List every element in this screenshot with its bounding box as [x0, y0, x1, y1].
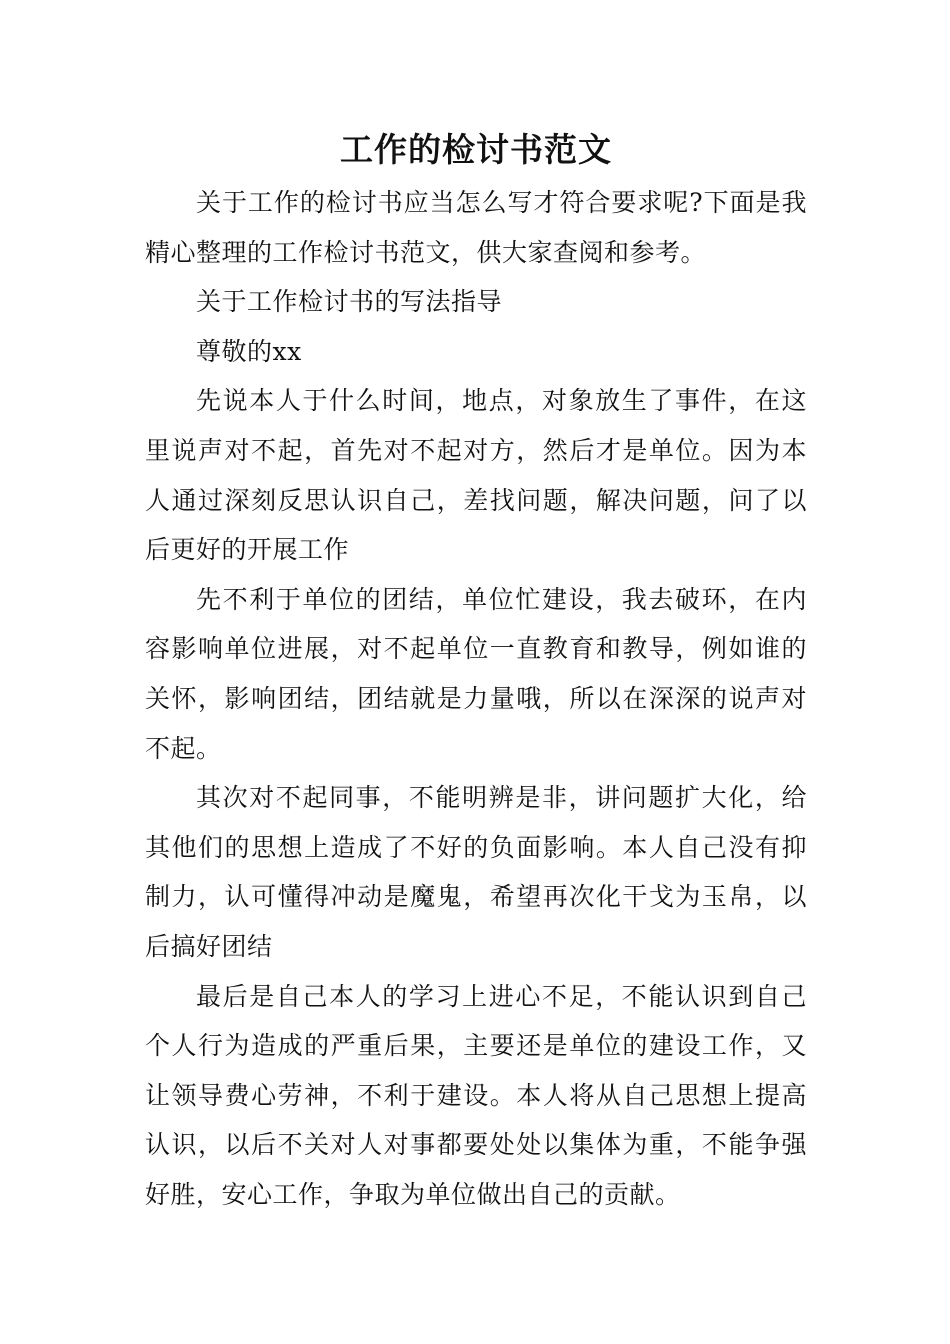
paragraph-salutation: 尊敬的xx [196, 336, 302, 366]
paragraph-body-3: 其次对不起同事，不能明辨是非，讲问题扩大化，给其他们的思想上造成了不好的负面影响。本人自己没有抑制力，认可懂得冲动是魔鬼，希望再次化干戈为玉帛，以后搞好团结 [145, 783, 807, 961]
paragraph-intro: 关于工作的检讨书应当怎么写才符合要求呢?下面是我精心整理的工作检讨书范文，供大家查阅和参考。 [145, 188, 807, 267]
document-title: 工作的检讨书范文 [340, 130, 612, 169]
paragraph-body-2: 先不利于单位的团结，单位忙建设，我去破环，在内容影响单位进展，对不起单位一直教育和教导，例如谁的关怀，影响团结，团结就是力量哦，所以在深深的说声对不起。 [145, 584, 807, 763]
paragraph-body-1: 先说本人于什么时间，地点，对象放生了事件，在这里说声对不起，首先对不起对方，然后才是单位。因为本人通过深刻反思认识自己，差找问题，解决问题，问了以后更好的开展工作 [145, 386, 807, 565]
document-page [145, 122, 807, 1219]
paragraph-subheading: 关于工作检讨书的写法指导 [196, 287, 503, 317]
paragraph-body-4: 最后是自己本人的学习上进心不足，不能认识到自己个人行为造成的严重后果，主要还是单位的建设工作，又让领导费心劳神，不利于建设。本人将从自己思想上提高认识，以后不关对人对事都要处处以集体为重，不能争强好胜，安心工作，争取为单位做出自己的贡献。 [145, 981, 807, 1209]
